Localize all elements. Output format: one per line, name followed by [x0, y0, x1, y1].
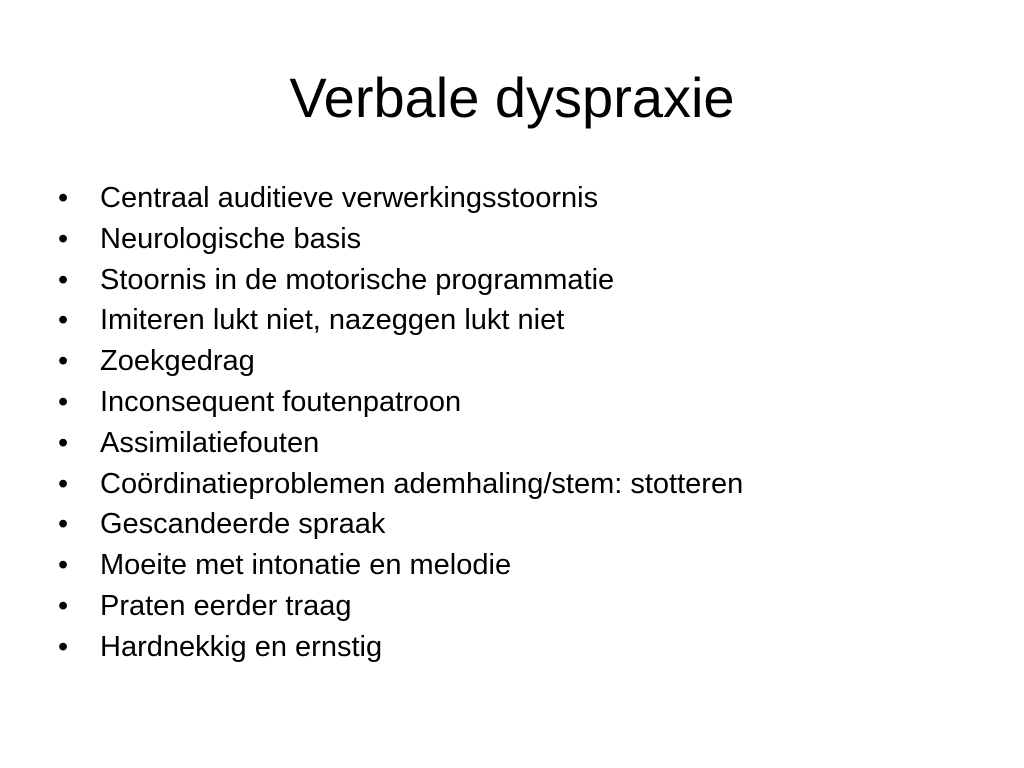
list-item-text: Assimilatiefouten	[100, 426, 320, 459]
list-item-text: Stoornis in de motorische programmatie	[100, 263, 615, 296]
bullet-icon: •	[58, 385, 69, 418]
bullet-icon: •	[58, 182, 69, 214]
bullet-icon: •	[58, 467, 69, 500]
bullet-icon: •	[58, 630, 69, 663]
bullet-icon: •	[58, 345, 69, 378]
list-item-text: Hardnekkig en ernstig	[100, 630, 383, 663]
list-item-text: Inconsequent foutenpatroon	[100, 385, 462, 418]
list-item-text: Neurologische basis	[100, 222, 362, 255]
bullet-icon: •	[58, 589, 69, 622]
list-item-text: Centraal auditieve verwerkingsstoornis	[100, 182, 599, 214]
list-item-text: Moeite met intonatie en melodie	[100, 549, 512, 582]
bullet-icon: •	[58, 263, 69, 296]
list-item-text: Praten eerder traag	[100, 589, 352, 622]
list-item-text: Gescandeerde spraak	[100, 508, 386, 541]
bullet-icon: •	[58, 508, 69, 541]
slide-title: Verbale dyspraxie	[289, 66, 735, 129]
bullet-icon: •	[58, 222, 69, 255]
list-item-text: Coördinatieproblemen ademhaling/stem: stotteren	[100, 467, 744, 500]
bullet-icon: •	[58, 549, 69, 582]
bullet-icon: •	[58, 304, 69, 337]
list-item-text: Imiteren lukt niet, nazeggen lukt niet	[100, 304, 565, 337]
list-item-text: Zoekgedrag	[100, 345, 255, 378]
bullet-icon: •	[58, 426, 69, 459]
